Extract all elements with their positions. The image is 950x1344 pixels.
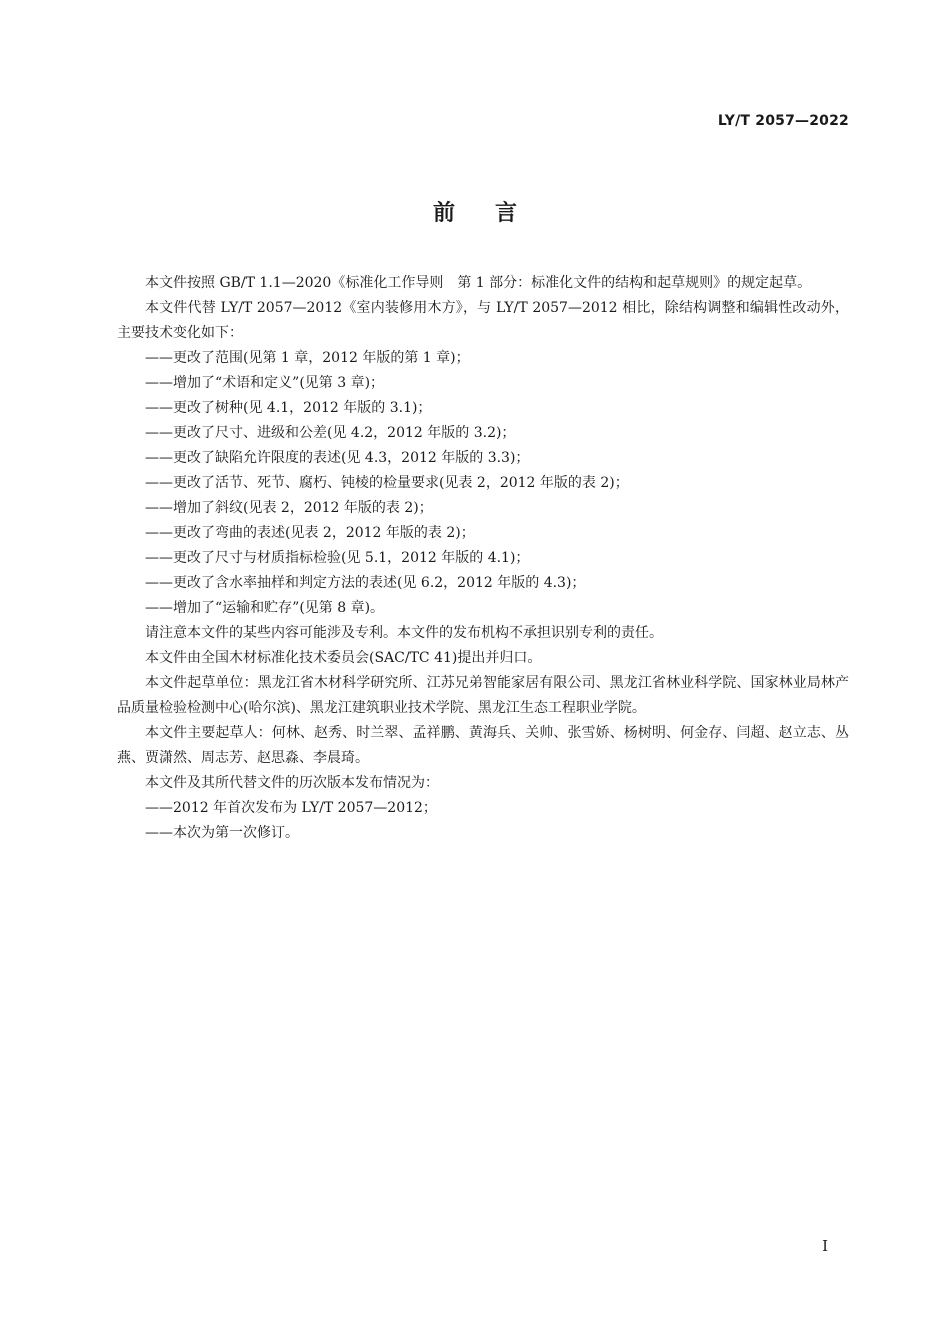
- paragraph: 本文件代替 LY/T 2057—2012《室内装修用木方》，与 LY/T 2057—2012 相比，除结构调整和编辑性改动外，主要技术变化如下：: [117, 300, 849, 341]
- paragraph: 本文件由全国木材标准化技术委员会(SAC/TC 41)提出并归口。: [145, 650, 542, 666]
- paragraph: 请注意本文件的某些内容可能涉及专利。本文件的发布机构不承担识别专利的责任。: [145, 625, 663, 641]
- list-item: ——本次为第一次修订。: [145, 825, 299, 841]
- list-item: ——更改了含水率抽样和判定方法的表述(见 6.2，2012 年版的 4.3)；: [145, 575, 586, 591]
- standard-code: LY/T 2057—2022: [717, 113, 849, 129]
- list-item: ——2012 年首次发布为 LY/T 2057—2012；: [145, 800, 437, 816]
- list-item: ——增加了“运输和贮存”(见第 8 章)。: [145, 600, 385, 616]
- list-item: ——更改了缺陷允许限度的表述(见 4.3，2012 年版的 3.3)；: [145, 450, 530, 466]
- list-item: ——更改了尺寸与材质指标检验(见 5.1，2012 年版的 4.1)；: [145, 550, 530, 566]
- paragraph: 本文件按照 GB/T 1.1—2020《标准化工作导则 第 1 部分：标准化文件的结构和起草规则》的规定起草。: [145, 275, 812, 291]
- list-item: ——更改了树种(见 4.1，2012 年版的 3.1)；: [145, 400, 432, 416]
- list-item: ——更改了活节、死节、腐朽、钝棱的检量要求(见表 2，2012 年版的表 2)；: [145, 475, 629, 491]
- page-number: I: [822, 1237, 828, 1255]
- list-item: ——增加了斜纹(见表 2，2012 年版的表 2)；: [145, 500, 433, 516]
- document-body: [117, 271, 849, 846]
- list-item: ——更改了弯曲的表述(见表 2，2012 年版的表 2)；: [145, 525, 475, 541]
- list-item: ——更改了尺寸、进级和公差(见 4.2，2012 年版的 3.2)；: [145, 425, 516, 441]
- paragraph: 本文件及其所代替文件的历次版本发布情况为：: [145, 775, 439, 791]
- list-item: ——更改了范围(见第 1 章，2012 年版的第 1 章)；: [145, 350, 470, 366]
- page-title: 前言: [432, 201, 557, 226]
- paragraph: 本文件主要起草人：何林、赵秀、时兰翠、孟祥鹏、黄海兵、关帅、张雪娇、杨树明、何金存、闫超、赵立志、丛燕、贾潇然、周志芳、赵思淼、李晨琦。: [117, 725, 849, 766]
- paragraph: 本文件起草单位：黑龙江省木材科学研究所、江苏兄弟智能家居有限公司、黑龙江省林业科学院、国家林业局林产品质量检验检测中心(哈尔滨)、黑龙江建筑职业技术学院、黑龙江生态工程职业学院。: [117, 675, 849, 716]
- list-item: ——增加了“术语和定义”(见第 3 章)；: [145, 375, 385, 391]
